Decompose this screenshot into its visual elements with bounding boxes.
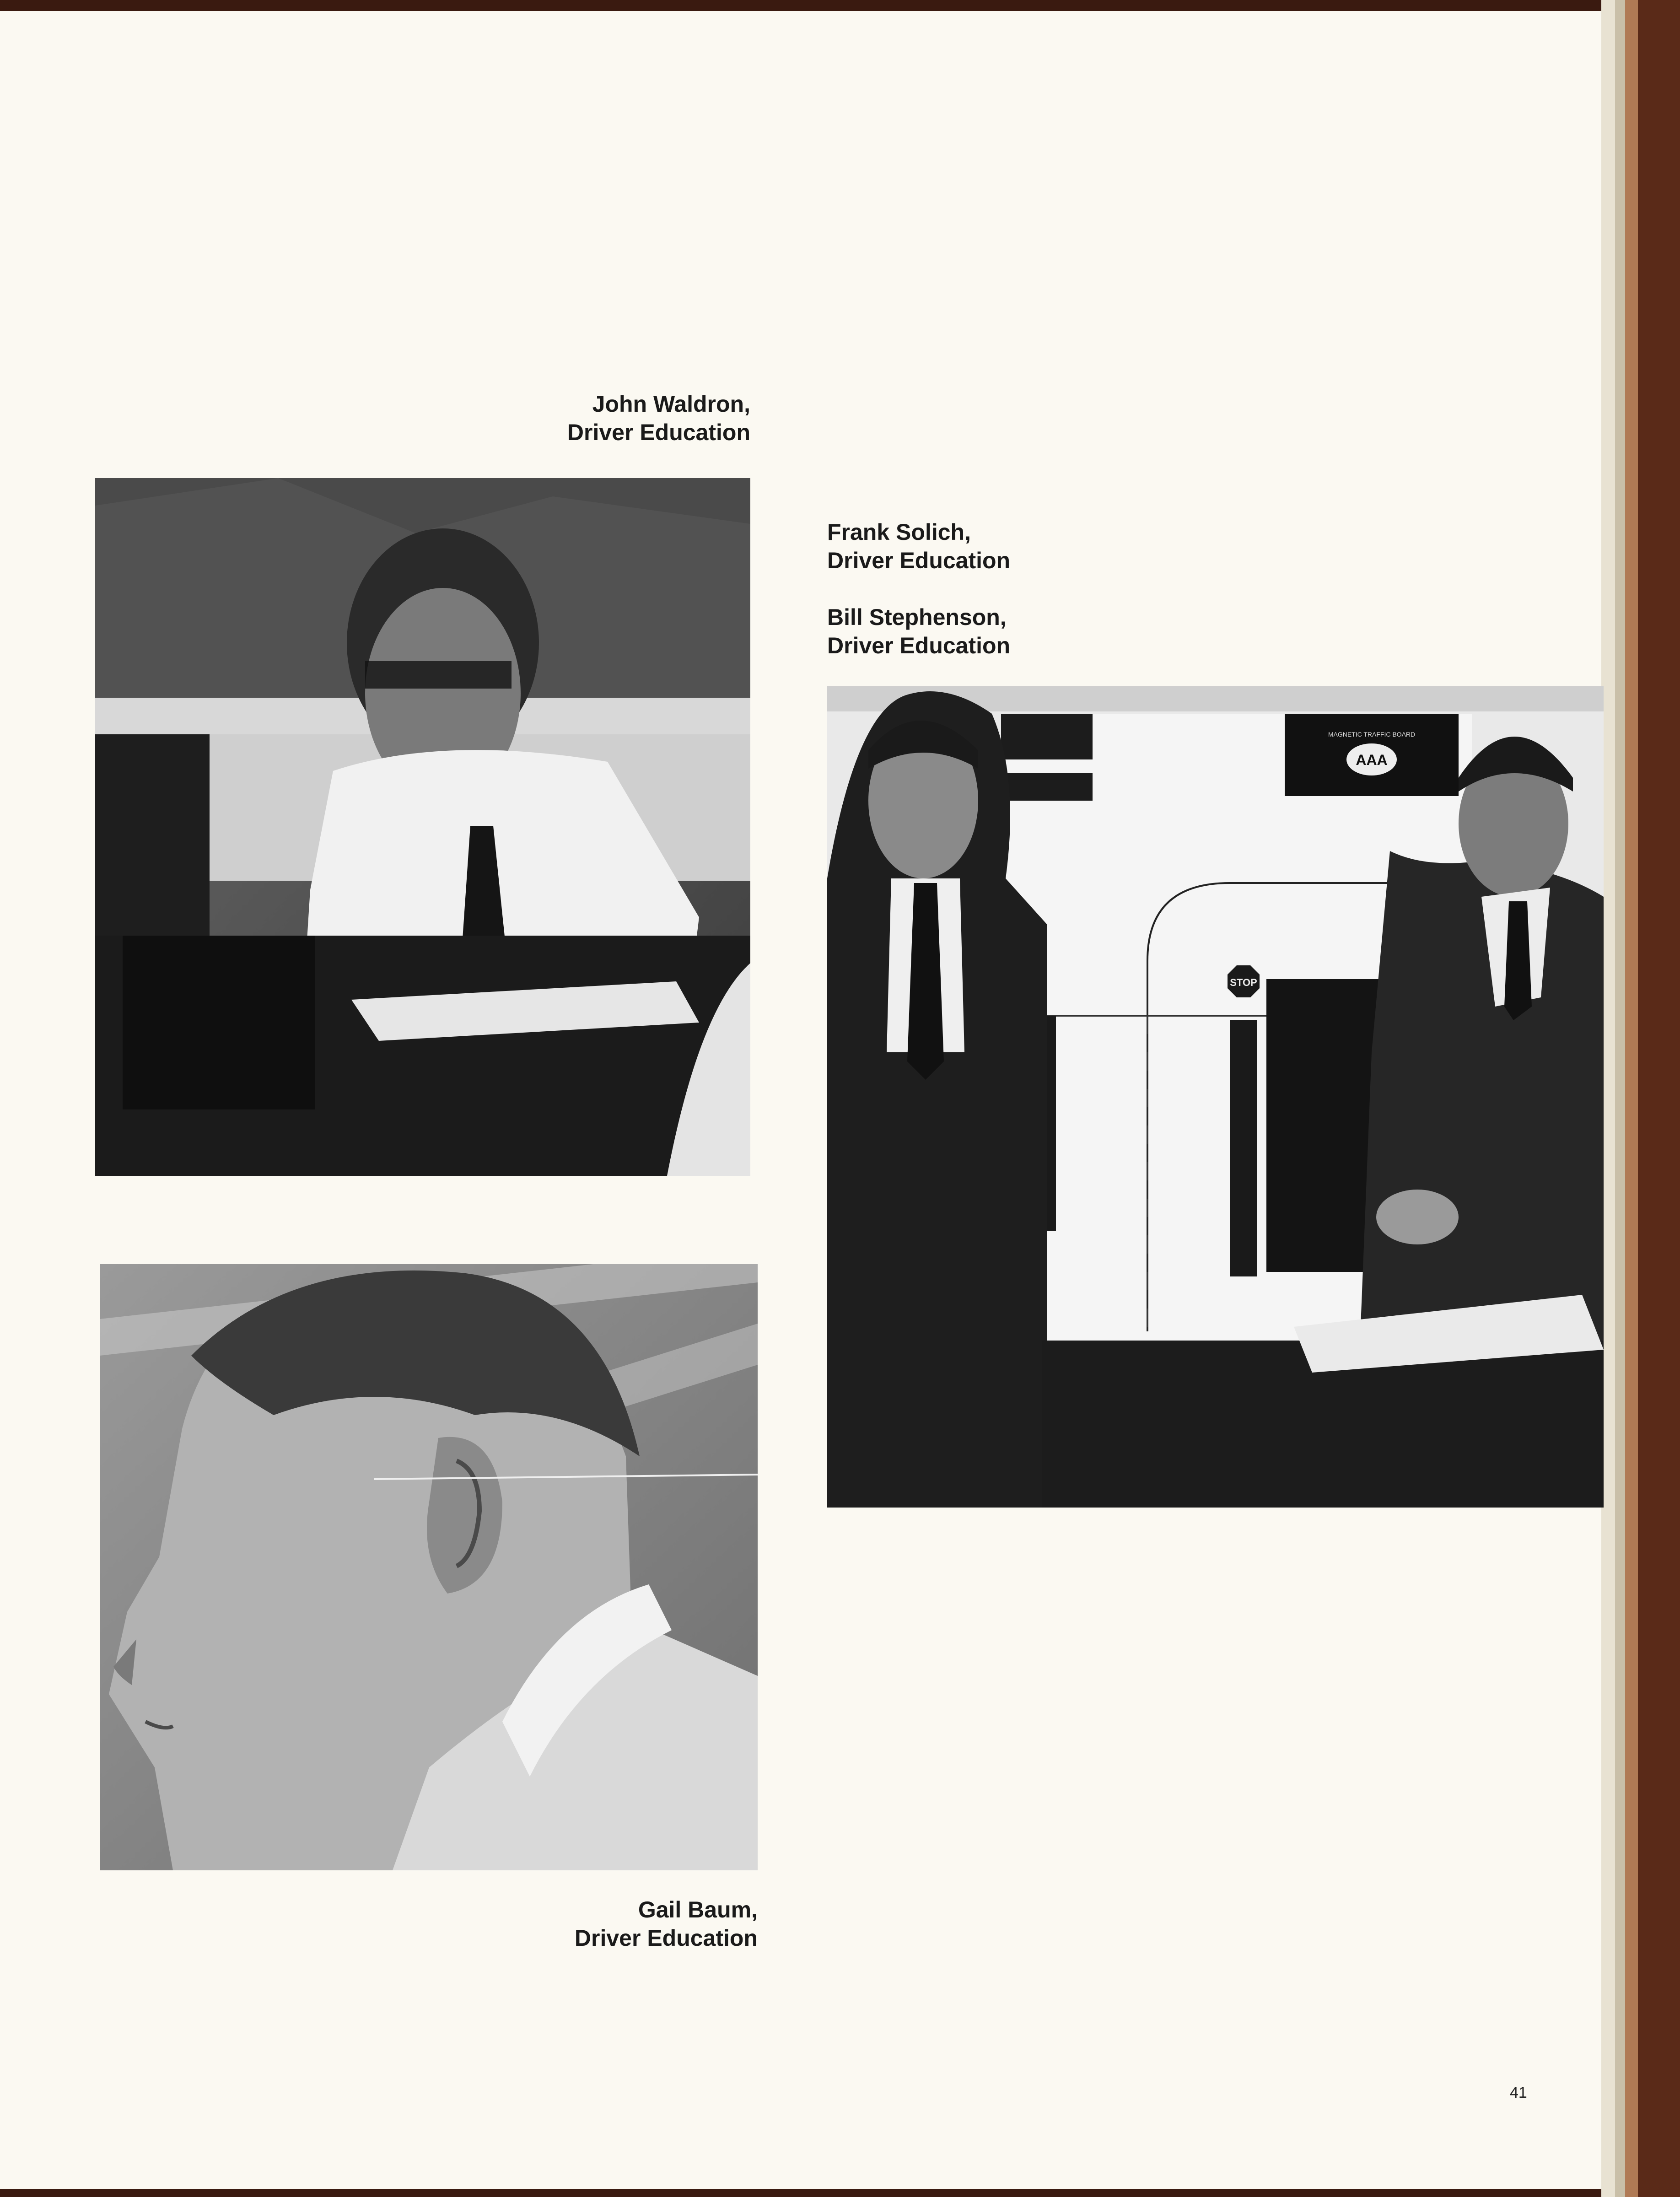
caption-role: Driver Education xyxy=(827,548,1011,573)
caption-role: Driver Education xyxy=(574,1925,758,1951)
caption-name: Gail Baum, xyxy=(638,1897,758,1922)
aaa-logo-text: AAA xyxy=(1356,752,1388,768)
caption-bill-stephenson xyxy=(827,603,1010,660)
book-cover-edge xyxy=(1638,0,1680,2197)
caption-gail-baum xyxy=(503,1895,758,1952)
page-edge xyxy=(1615,0,1625,2197)
caption-role: Driver Education xyxy=(827,633,1011,658)
caption-john-waldron xyxy=(503,390,750,447)
page-edge xyxy=(1625,0,1638,2197)
traffic-board-label: MAGNETIC TRAFFIC BOARD xyxy=(1328,731,1416,738)
stop-sign-text: STOP xyxy=(1230,977,1257,988)
caption-name: Bill Stephenson, xyxy=(827,604,1007,630)
caption-name: Frank Solich, xyxy=(827,519,971,545)
photo-solich-stephenson xyxy=(827,686,1604,1508)
photo-john-waldron xyxy=(95,478,750,1176)
caption-role: Driver Education xyxy=(567,420,750,445)
caption-frank-solich xyxy=(827,518,1010,575)
page-number: 41 xyxy=(1510,2084,1527,2101)
caption-name: John Waldron, xyxy=(592,391,750,417)
photo-gail-baum xyxy=(100,1264,758,1870)
